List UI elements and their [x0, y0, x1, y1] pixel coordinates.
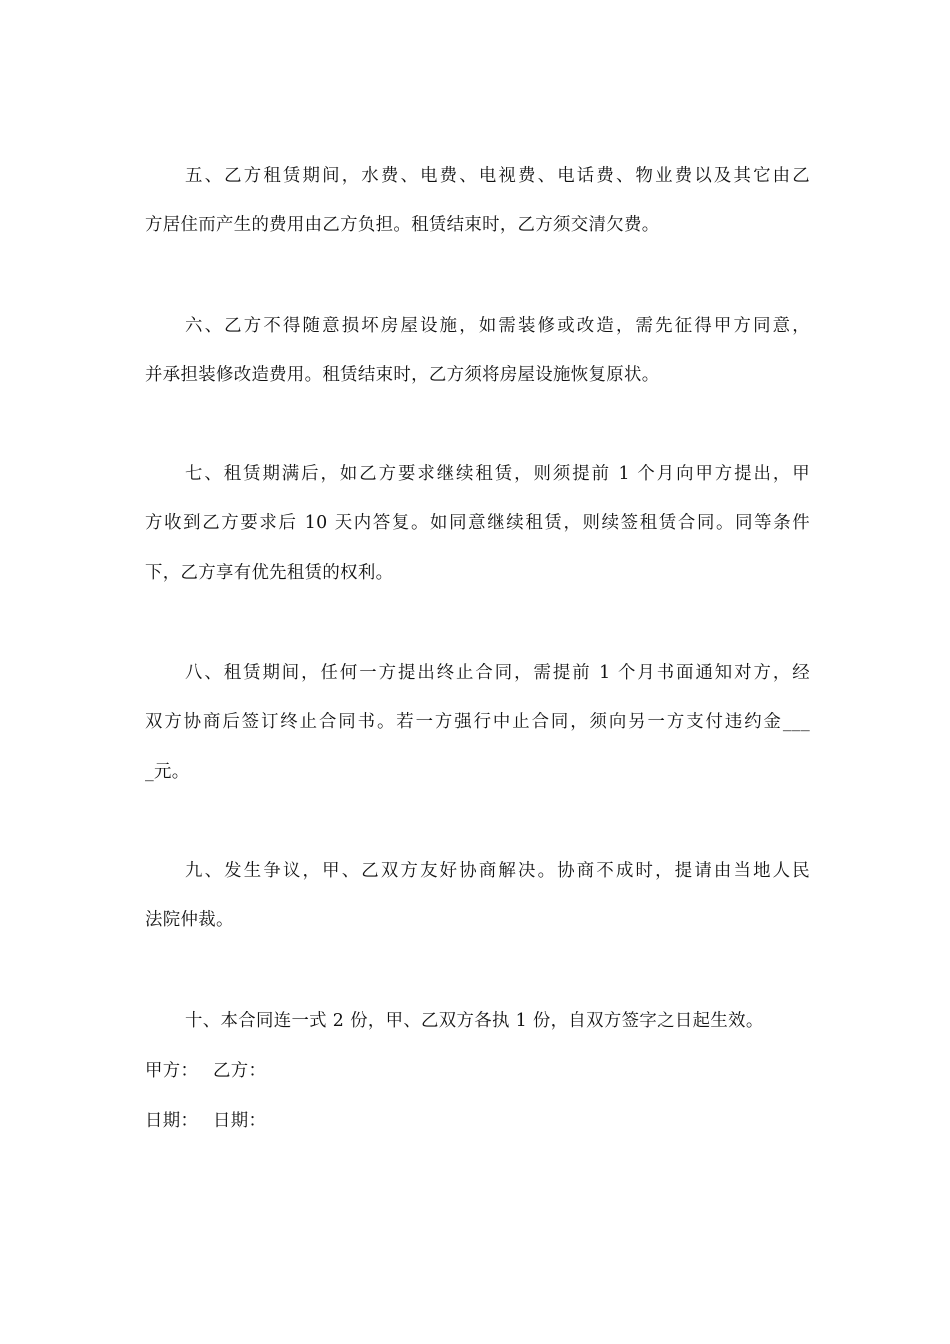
clause-8-line-1: 八、租赁期间，任何一方提出终止合同，需提前 1 个月书面通知对方，经	[185, 663, 810, 683]
date-b-label: 日期：	[213, 1111, 267, 1131]
clause-5-line-1: 五、乙方租赁期间，水费、电费、电视费、电话费、物业费以及其它由乙	[185, 166, 810, 186]
date-a-label: 日期：	[145, 1111, 199, 1131]
clause-9-line-1: 九、发生争议，甲、乙双方友好协商解决。协商不成时，提请由当地人民	[185, 861, 810, 881]
clause-8-line-2: 双方协商后签订终止合同书。若一方强行中止合同，须向另一方支付违约金___	[145, 712, 810, 732]
clause-6-line-2: 并承担装修改造费用。租赁结束时，乙方须将房屋设施恢复原状。	[145, 365, 660, 385]
party-a-label: 甲方：	[145, 1061, 199, 1081]
clause-5-line-2: 方居住而产生的费用由乙方负担。租赁结束时，乙方须交清欠费。	[145, 215, 660, 235]
clause-10-line-1: 十、本合同连一式 2 份，甲、乙双方各执 1 份，自双方签字之日起生效。	[185, 1011, 764, 1031]
clause-7-line-2: 方收到乙方要求后 10 天内答复。如同意继续租赁，则续签租赁合同。同等条件	[145, 513, 810, 533]
party-b-label: 乙方：	[213, 1061, 267, 1081]
clause-6-line-1: 六、乙方不得随意损坏房屋设施，如需装修或改造，需先征得甲方同意，	[185, 316, 810, 336]
clause-8-line-3: _元。	[145, 762, 190, 782]
signature-row	[145, 1059, 810, 1083]
date-row	[145, 1109, 810, 1133]
clause-7-line-1: 七、租赁期满后，如乙方要求继续租赁，则须提前 1 个月向甲方提出，甲	[185, 464, 810, 484]
clause-9-line-2: 法院仲裁。	[145, 910, 234, 930]
clause-7-line-3: 下，乙方享有优先租赁的权利。	[145, 563, 394, 583]
